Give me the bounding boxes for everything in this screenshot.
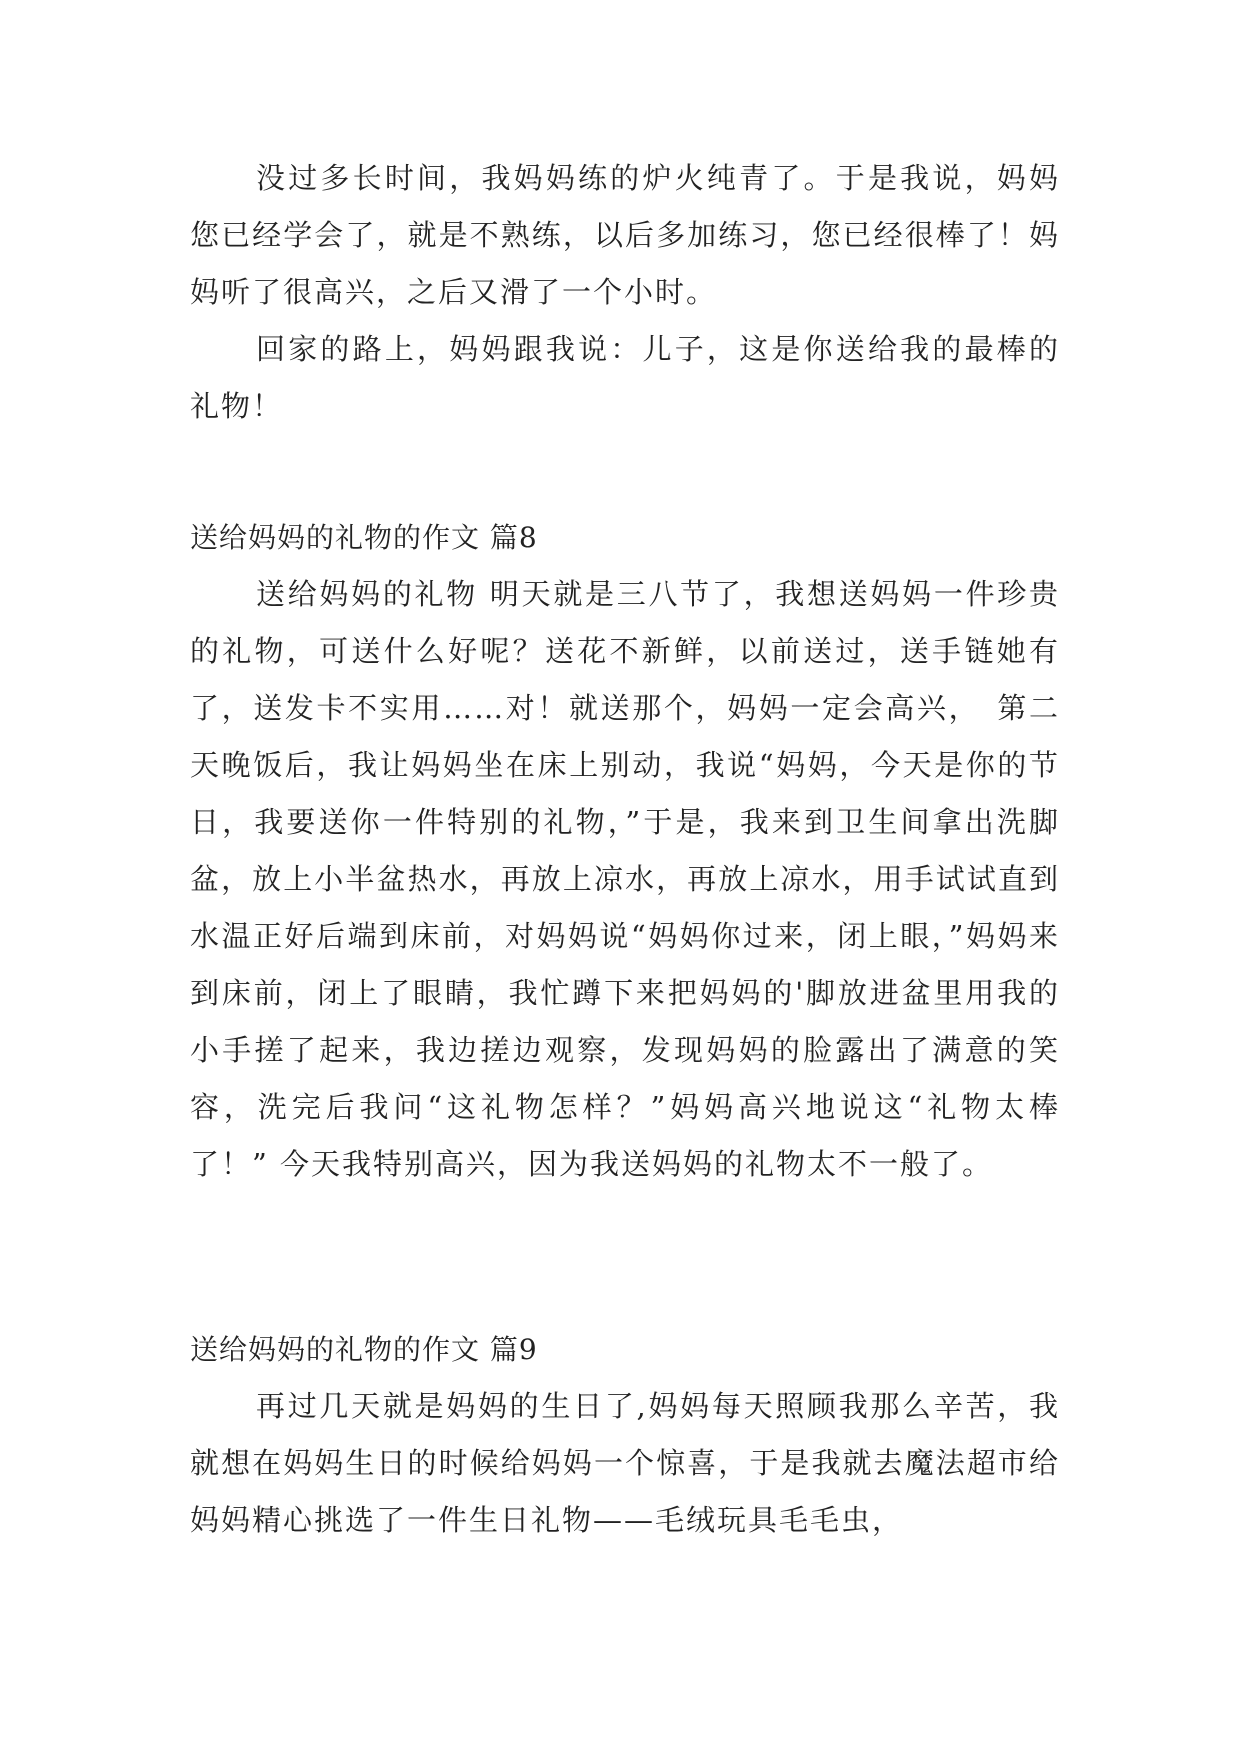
section-heading-8: 送给妈妈的礼物的作文 篇8 xyxy=(190,521,538,554)
section-heading-9: 送给妈妈的礼物的作文 篇9 xyxy=(190,1333,538,1366)
paragraph-section-9: 再过几天就是妈妈的生日了,妈妈每天照顾我那么辛苦，我就想在妈妈生日的时候给妈妈一个惊喜，于是我就去魔法超市给妈妈精心挑选了一件生日礼物——毛绒玩具毛毛虫， xyxy=(190,1389,1060,1537)
paragraph-section-8: 送给妈妈的礼物 明天就是三八节了，我想送妈妈一件珍贵的礼物，可送什么好呢？送花不新鲜，以前送过，送手链她有了，送发卡不实用……对！就送那个，妈妈一定会高兴， 第二天晚饭后，我让妈妈坐在床上别动，我说“妈妈，今天是你的节日，我要送你一件特别的礼物，”于是，我来到卫生间拿出洗脚盆，放上小半盆热水，再放上凉水，再放上凉水，用手试试直到水温正好后端到床前，对妈妈说“妈妈你过来，闭上眼，”妈妈来到床前，闭上了眼睛，我忙蹲下来把妈妈的'脚放进盆里用我的小手搓了起来，我边搓边观察，发现妈妈的脸露出了满意的笑容，洗完后我问“这礼物怎样？”妈妈高兴地说这“礼物太棒了！” 今天我特别高兴，因为我送妈妈的礼物太不一般了。 xyxy=(190,577,1060,1181)
paragraph-skating-practice: 没过多长时间，我妈妈练的炉火纯青了。于是我说，妈妈您已经学会了，就是不熟练，以后多加练习，您已经很棒了！妈妈听了很高兴，之后又滑了一个小时。 xyxy=(190,161,1060,309)
paragraph-way-home: 回家的路上，妈妈跟我说：儿子，这是你送给我的最棒的礼物！ xyxy=(190,332,1060,423)
